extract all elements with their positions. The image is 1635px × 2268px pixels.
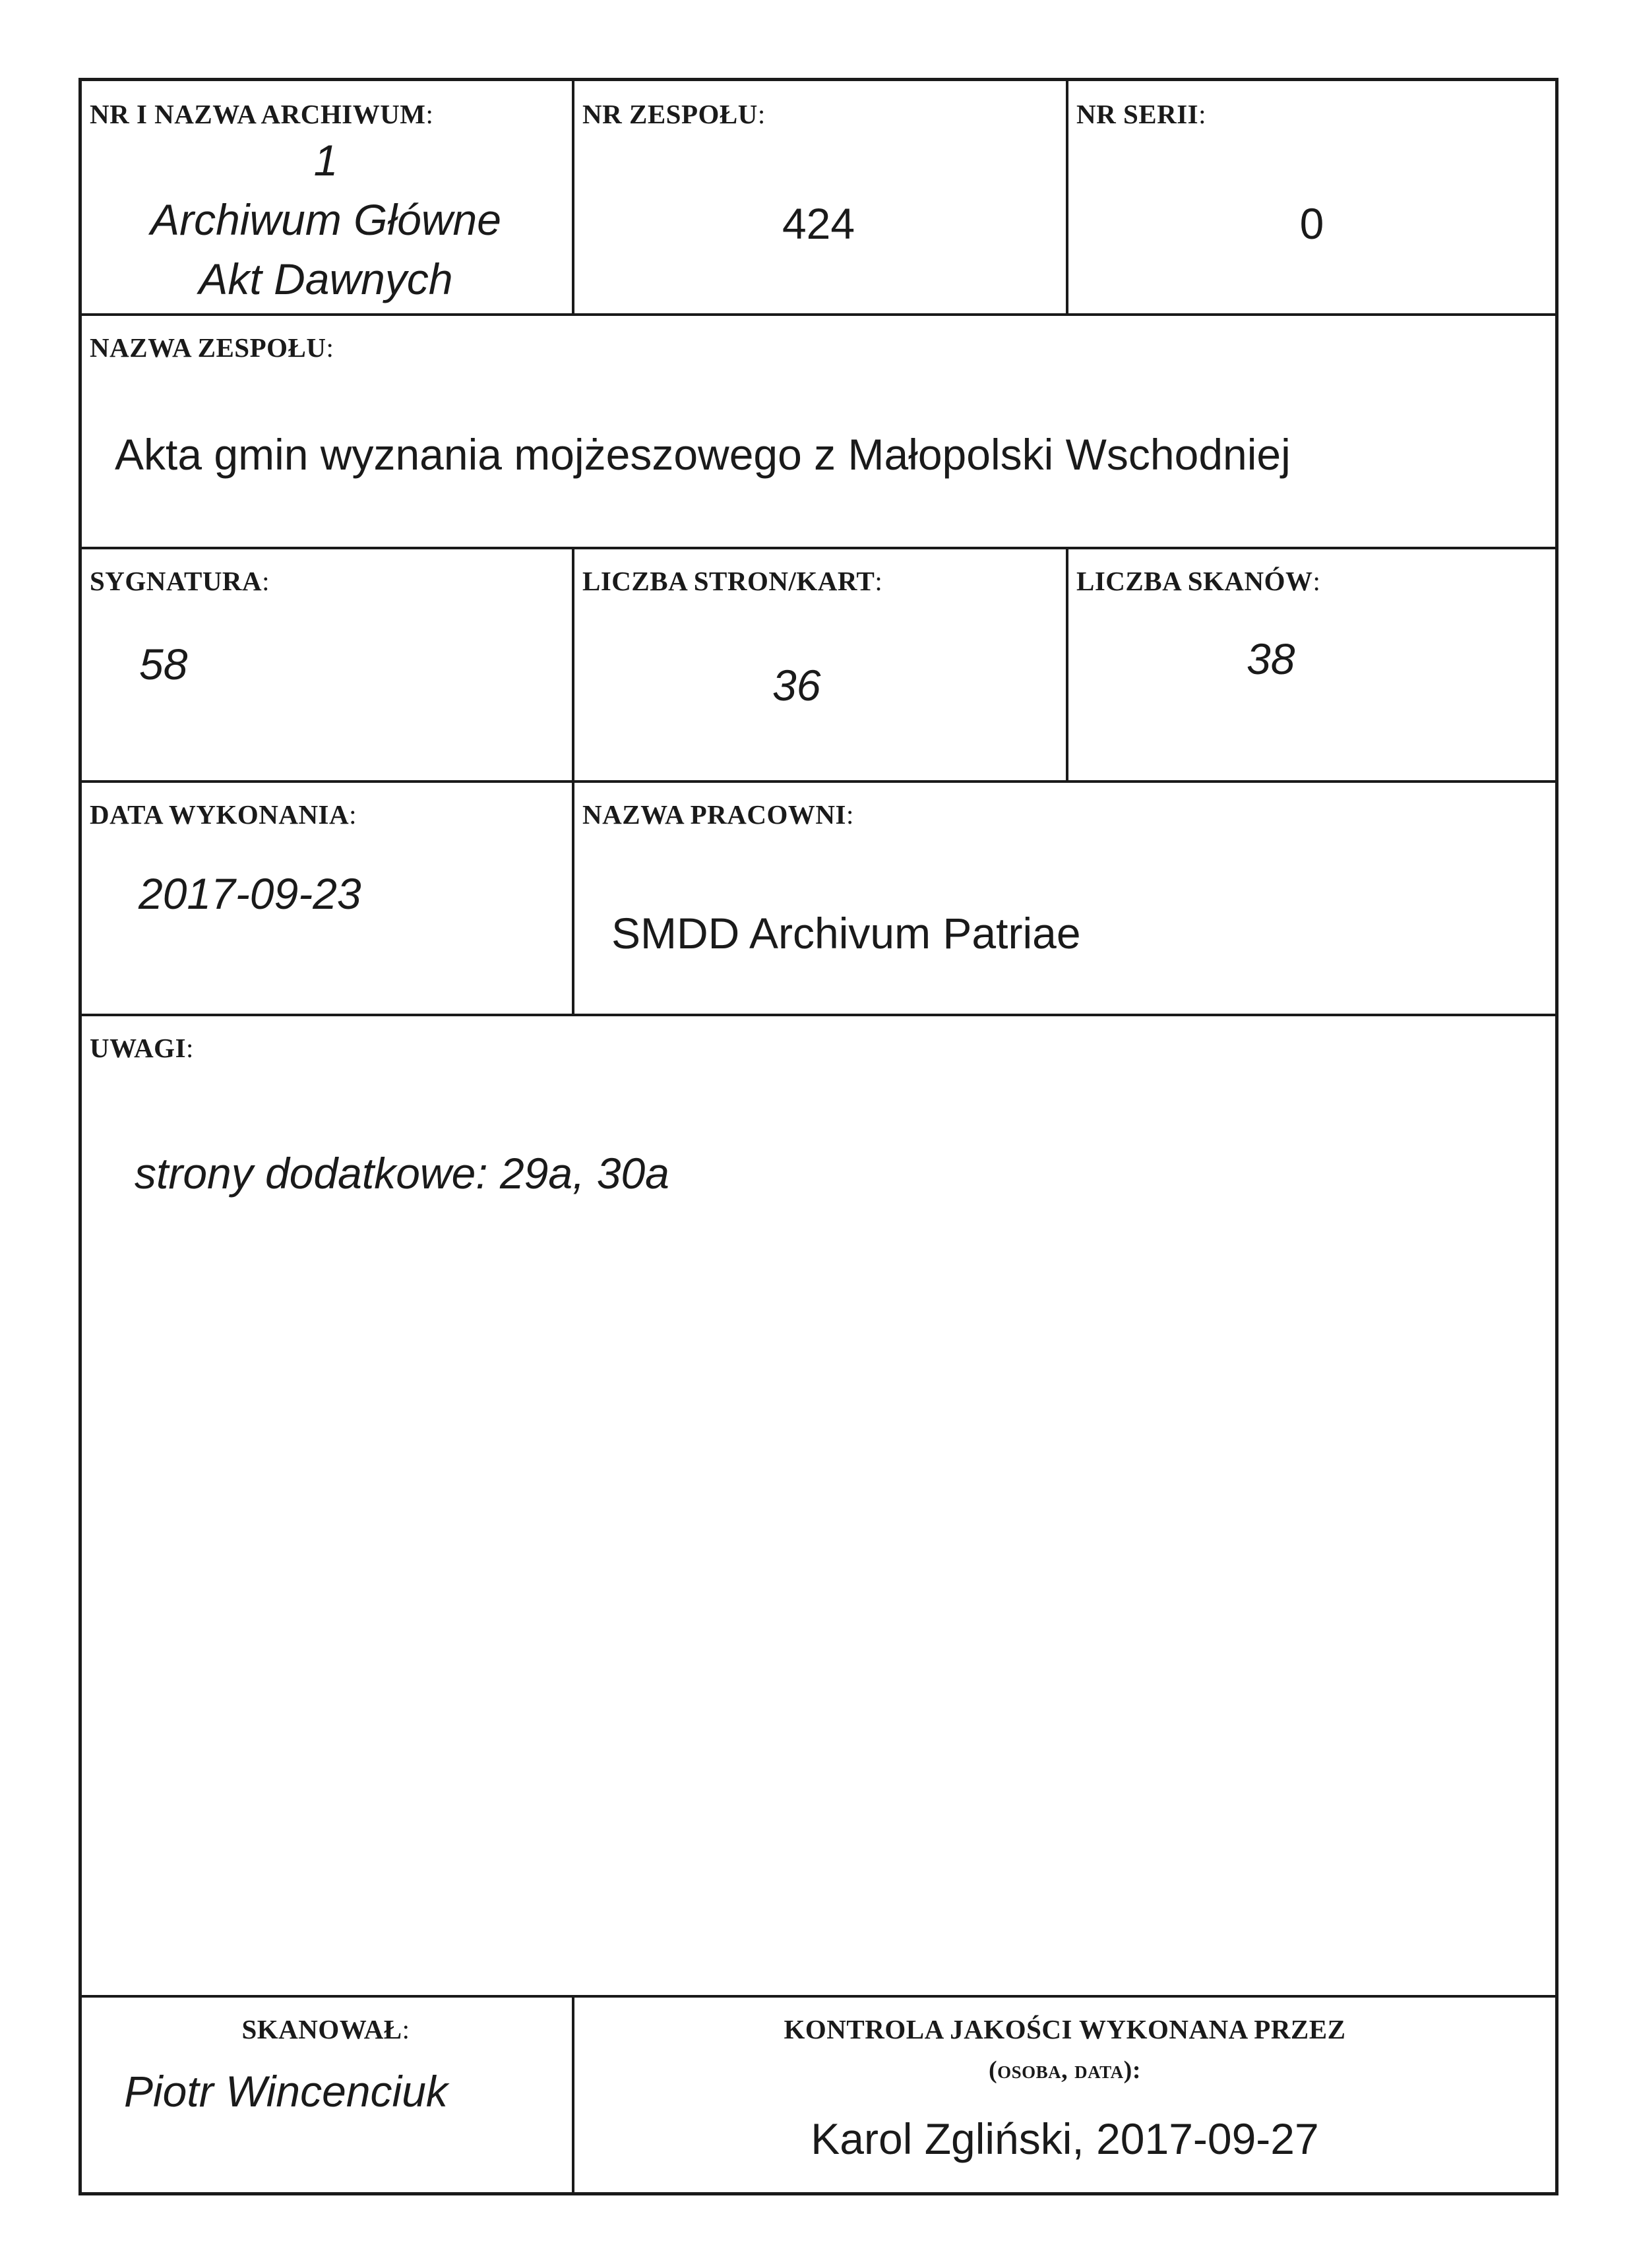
quality-control-cell (574, 1998, 1555, 2192)
quality-control-label: KONTROLA JAKOŚCI WYKONANA PRZEZ (784, 2014, 1346, 2044)
date-label: DATA WYKONANIA: (90, 799, 357, 830)
fonds-name-cell (82, 316, 1555, 549)
quality-control-value: Karol Zgliński, 2017-09-27 (811, 2114, 1319, 2163)
series-cell (1068, 81, 1555, 316)
archive-number: 1 (313, 136, 338, 185)
date-value: 2017-09-23 (139, 869, 361, 918)
fonds-number-cell (574, 81, 1068, 316)
fonds-number-label: NR ZESPOŁU: (582, 99, 766, 129)
signature-value: 58 (139, 640, 188, 689)
signature-cell (82, 549, 574, 783)
workshop-value: SMDD Archivum Patriae (611, 909, 1081, 958)
scanned-by-label: SKANOWAŁ: (241, 2014, 410, 2044)
archive-label: NR I NAZWA ARCHIWUM: (90, 99, 434, 129)
signature-label: SYGNATURA: (90, 566, 270, 596)
archive-cell (82, 81, 574, 316)
metadata-card (78, 78, 1558, 2195)
fonds-name-value: Akta gmin wyznania mojżeszowego z Małopolski Wschodniej (115, 430, 1291, 479)
series-label: NR SERII: (1076, 99, 1207, 129)
scans-label: LICZBA SKANÓW: (1076, 566, 1321, 596)
scans-value: 38 (1247, 634, 1295, 683)
scanned-by-value: Piotr Wincenciuk (124, 2067, 448, 2116)
pages-label: LICZBA STRON/KART: (582, 566, 883, 596)
scans-cell (1068, 549, 1555, 783)
pages-cell (574, 549, 1068, 783)
notes-value: strony dodatkowe: 29a, 30a (135, 1149, 669, 1198)
notes-label: UWAGI: (90, 1033, 194, 1063)
notes-cell (82, 1016, 1555, 1998)
date-cell (82, 783, 574, 1016)
quality-control-sublabel: (osoba, data): (989, 2056, 1141, 2084)
fonds-name-label: NAZWA ZESPOŁU: (90, 332, 334, 363)
archive-name-line1: Archiwum Główne (150, 195, 501, 244)
pages-value: 36 (772, 661, 821, 710)
archive-name-line2: Akt Dawnych (199, 255, 453, 303)
fonds-number-value: 424 (782, 199, 855, 248)
workshop-label: NAZWA PRACOWNI: (582, 799, 854, 830)
series-value: 0 (1299, 199, 1324, 248)
workshop-cell (574, 783, 1555, 1016)
scanned-by-cell (82, 1998, 574, 2192)
